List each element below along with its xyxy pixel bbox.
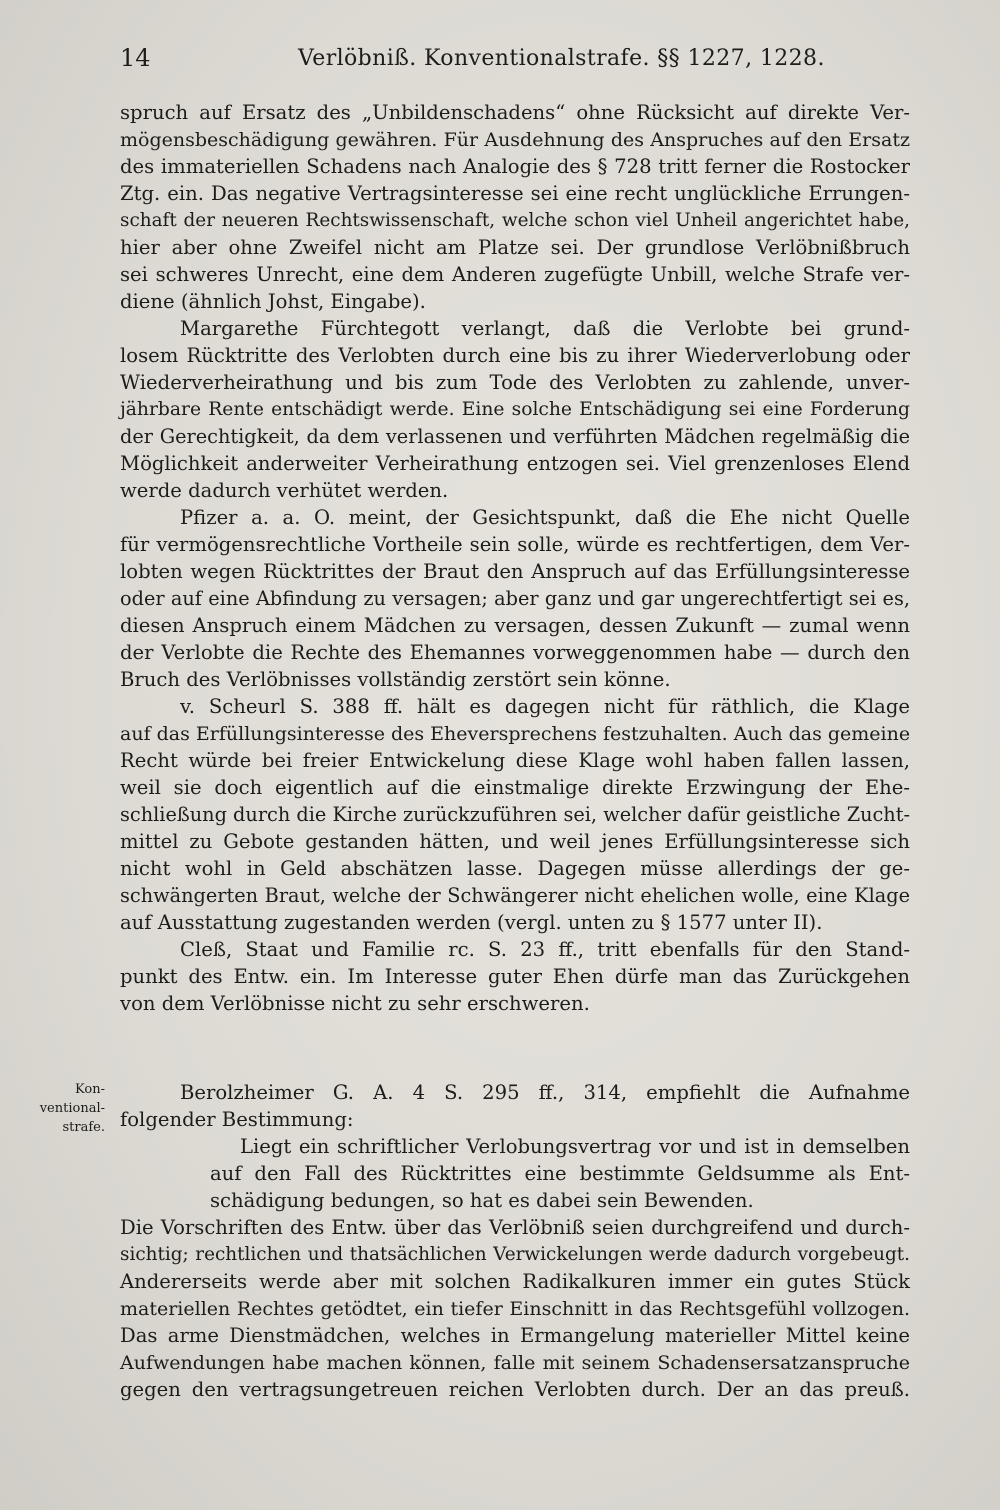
margin-note — [30, 1080, 105, 1137]
text-line: für vermögensrechtliche Vortheile sein solle, würde es rechtfertigen, dem Ver- — [120, 533, 910, 556]
text-line: sichtig; rechtlichen und thatsächlichen Verwickelungen werde dadurch vorgebeugt. — [120, 1244, 910, 1265]
text-line: diesen Anspruch einem Mädchen zu versagen, dessen Zukunft — zumal wenn — [120, 614, 910, 637]
text-line: des immateriellen Schadens nach Analogie des § 728 tritt ferner die Rostocker — [120, 155, 910, 178]
running-head: Verlöbniß. Konventionalstrafe. §§ 1227, 1228. — [298, 46, 825, 71]
margin-note-line: strafe. — [62, 1120, 105, 1135]
text-line: schwängerten Braut, welche der Schwängerer nicht ehelichen wolle, eine Klage — [120, 884, 910, 907]
text-line: gegen den vertragsungetreuen reichen Verlobten durch. Der an das preuß. — [120, 1378, 910, 1401]
text-line: Margarethe Fürchtegott verlangt, daß die Verlobte bei grund- — [180, 317, 910, 340]
text-line: Das arme Dienstmädchen, welches in Ermangelung materieller Mittel keine — [120, 1324, 910, 1347]
text-line: der Gerechtigkeit, da dem verlassenen und verführten Mädchen regelmäßig die — [120, 425, 910, 448]
text-line: jährbare Rente entschädigt werde. Eine solche Entschädigung sei eine Forderung — [120, 399, 910, 420]
text-line: Andererseits werde aber mit solchen Radikalkuren immer ein gutes Stück — [120, 1270, 910, 1293]
text-line: auf das Erfüllungsinteresse des Eheversprechens festzuhalten. Auch das gemeine — [120, 723, 911, 745]
text-line: diene (ähnlich Johst, Eingabe). — [120, 290, 426, 313]
text-line: Möglichkeit anderweiter Verheirathung entzogen sei. Viel grenzenloses Elend — [120, 452, 910, 475]
quoted-line: auf den Fall des Rücktrittes eine bestimmte Geldsumme als Ent- — [210, 1162, 910, 1185]
quoted-line: schädigung bedungen, so hat es dabei sein Bewenden. — [210, 1189, 754, 1212]
text-line: hier aber ohne Zweifel nicht am Platze sei. Der grundlose Verlöbnißbruch — [120, 236, 910, 259]
text-line: oder auf eine Abfindung zu versagen; aber ganz und gar ungerechtfertigt sei es, — [120, 587, 910, 610]
text-line: nicht wohl in Geld abschätzen lasse. Dagegen müsse allerdings der ge- — [120, 857, 910, 880]
text-line: Ztg. ein. Das negative Vertragsinteresse sei eine recht unglückliche Errungen- — [120, 182, 910, 205]
text-line: mögensbeschädigung gewähren. Für Ausdehnung des Anspruches auf den Ersatz — [120, 129, 910, 151]
text-line: Pfizer a. a. O. meint, der Gesichtspunkt, daß die Ehe nicht Quelle — [180, 506, 910, 529]
text-line: Recht würde bei freier Entwickelung diese Klage wohl haben fallen lassen, — [120, 749, 910, 772]
text-line: werde dadurch verhütet werden. — [120, 479, 449, 502]
text-line: punkt des Entw. ein. Im Interesse guter Ehen dürfe man das Zurückgehen — [120, 965, 910, 988]
text-line: schaft der neueren Rechtswissenschaft, welche schon viel Unheil angerichtet habe, — [120, 210, 910, 231]
text-line: weil sie doch eigentlich auf die einstmalige direkte Erzwingung der Ehe- — [120, 776, 910, 799]
text-line: Cleß, Staat und Familie rc. S. 23 ff., tritt ebenfalls für den Stand- — [180, 938, 910, 961]
text-line: schließung durch die Kirche zurückzuführen sei, welcher dafür geistliche Zucht- — [120, 803, 910, 826]
text-line: v. Scheurl S. 388 ff. hält es dagegen nicht für räthlich, die Klage — [180, 695, 910, 718]
text-line: Bruch des Verlöbnisses vollständig zerstört sein könne. — [120, 668, 671, 691]
text-line: Aufwendungen habe machen können, falle mit seinem Schadensersatzanspruche — [120, 1352, 910, 1374]
text-line: mittel zu Gebote gestanden hätten, und weil jenes Erfüllungsinteresse sich — [120, 830, 910, 853]
page-number: 14 — [120, 44, 151, 72]
text-line: auf Ausstattung zugestanden werden (vergl. unten zu § 1577 unter II). — [120, 911, 823, 934]
text-line: der Verlobte die Rechte des Ehemannes vorweggenommen habe — durch den — [120, 641, 910, 664]
text-line: Die Vorschriften des Entw. über das Verlöbniß seien durchgreifend und durch- — [120, 1216, 910, 1239]
text-line: sei schweres Unrecht, eine dem Anderen zugefügte Unbill, welche Strafe ver- — [120, 263, 910, 286]
text-line: Berolzheimer G. A. 4 S. 295 ff., 314, empfiehlt die Aufnahme — [180, 1081, 910, 1104]
quoted-line: Liegt ein schriftlicher Verlobungsvertrag vor und ist in demselben — [240, 1135, 910, 1158]
text-line: von dem Verlöbnisse nicht zu sehr erschweren. — [120, 992, 590, 1015]
margin-note-line: ventional- — [39, 1101, 105, 1116]
margin-note-line: Kon- — [75, 1082, 105, 1097]
text-line: folgender Bestimmung: — [120, 1108, 354, 1131]
page-header — [120, 40, 910, 80]
text-line: spruch auf Ersatz des „Unbildenschadens“ ohne Rücksicht auf direkte Ver- — [120, 101, 910, 124]
text-line: losem Rücktritte des Verlobten durch eine bis zu ihrer Wiederverlobung oder — [120, 344, 910, 367]
text-line: lobten wegen Rücktrittes der Braut den Anspruch auf das Erfüllungsinteresse — [120, 560, 910, 583]
text-line: materiellen Rechtes getödtet, ein tiefer Einschnitt in das Rechtsgefühl vollzogen. — [120, 1298, 910, 1320]
text-line: Wiederverheirathung und bis zum Tode des Verlobten zu zahlende, unver- — [120, 371, 910, 394]
